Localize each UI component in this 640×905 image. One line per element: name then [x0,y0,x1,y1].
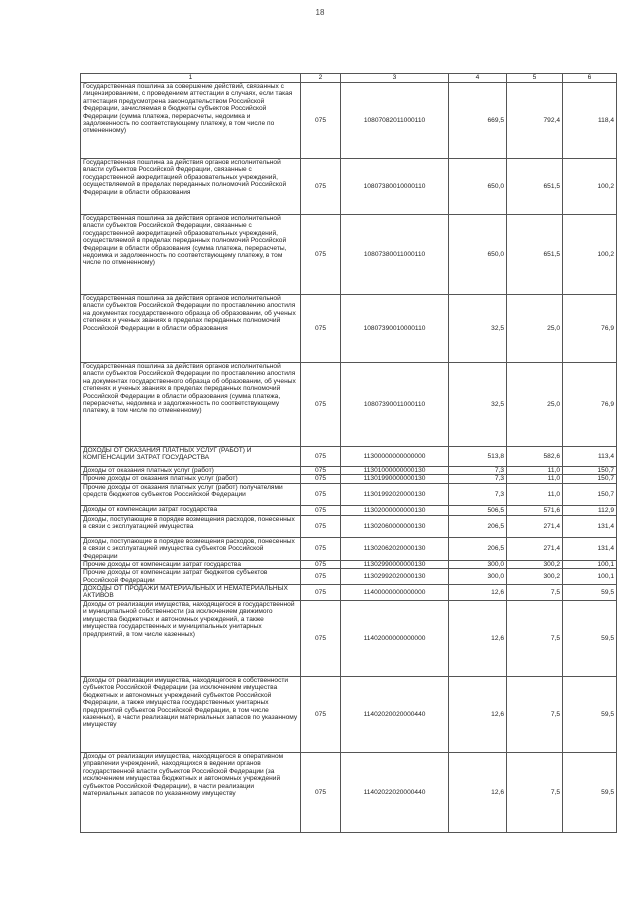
header-cell: 1 [81,74,301,83]
table-row [81,215,617,295]
plan-value-cell: 12,6 [449,677,507,753]
table-row [81,447,617,467]
fact-value-cell: 11,0 [507,483,563,505]
plan-value-cell: 12,6 [449,601,507,677]
table-row [81,159,617,215]
percent-cell: 76,9 [563,363,617,447]
budget-code-cell: 11402020020000440 [341,677,449,753]
budget-code-cell: 10807082011000110 [341,83,449,159]
plan-value-cell: 12,6 [449,585,507,601]
budget-code-cell: 11400000000000000 [341,585,449,601]
plan-value-cell: 206,5 [449,515,507,537]
table-row [81,569,617,585]
plan-value-cell: 506,5 [449,505,507,515]
plan-value-cell: 513,8 [449,447,507,467]
plan-value-cell: 300,0 [449,569,507,585]
table-row [81,585,617,601]
percent-cell: 131,4 [563,515,617,537]
row-name-cell: Доходы от компенсации затрат государства [81,505,301,515]
table-row [81,677,617,753]
row-name-cell: Прочие доходы от оказания платных услуг (работ) получателями средств бюджетов субъектов Российской Федерации [81,483,301,505]
admin-code-cell: 075 [301,363,341,447]
admin-code-cell: 075 [301,569,341,585]
budget-code-cell: 11301000000000130 [341,467,449,475]
table-row [81,560,617,568]
percent-cell: 59,5 [563,753,617,833]
fact-value-cell: 7,5 [507,585,563,601]
fact-value-cell: 11,0 [507,475,563,483]
percent-cell: 112,9 [563,505,617,515]
fact-value-cell: 571,6 [507,505,563,515]
plan-value-cell: 12,6 [449,753,507,833]
fact-value-cell: 300,2 [507,560,563,568]
row-name-cell: Государственная пошлина за действия органов исполнительной власти субъектов Российской Федерации, связанные с государственной аккредитацией образовательных учреждений, осуществляемой в пределах переданных полномочий Российской Федерации в области образования [81,159,301,215]
admin-code-cell: 075 [301,505,341,515]
row-name-cell: Прочие доходы от оказания платных услуг (работ) [81,475,301,483]
budget-code-cell: 11302990000000130 [341,560,449,568]
fact-value-cell: 7,5 [507,753,563,833]
revenue-table-body [81,74,617,833]
percent-cell: 118,4 [563,83,617,159]
row-name-cell: Доходы от реализации имущества, находящегося в собственности субъектов Российской Федерации (за исключением имущества бюджетных и автономных учреждений субъектов Российской Федерации, а также имущества государственных унитарных предприятий субъектов Российской Федерации, в том числе казенных), в части реализации материальных запасов по указанному имуществу [81,677,301,753]
percent-cell: 100,2 [563,159,617,215]
header-cell: 6 [563,74,617,83]
budget-code-cell: 11301992020000130 [341,483,449,505]
row-name-cell: Государственная пошлина за действия органов исполнительной власти субъектов Российской Федерации, связанные с государственной аккредитацией образовательных учреждений, осуществляемой в пределах переданных полномочий Российской Федерации в области образования (сумма платежа, перерасчеты, недоимка и задолженность по соответствующему платежу, в том числе по отмененному) [81,215,301,295]
percent-cell: 150,7 [563,483,617,505]
percent-cell: 113,4 [563,447,617,467]
plan-value-cell: 7,3 [449,475,507,483]
header-cell: 4 [449,74,507,83]
budget-code-cell: 10807380010000110 [341,159,449,215]
row-name-cell: Прочие доходы от компенсации затрат бюджетов субъектов Российской Федерации [81,569,301,585]
fact-value-cell: 25,0 [507,295,563,363]
budget-code-cell: 10807390010000110 [341,295,449,363]
header-cell: 3 [341,74,449,83]
table-row [81,601,617,677]
budget-code-cell: 10807380011000110 [341,215,449,295]
fact-value-cell: 271,4 [507,515,563,537]
plan-value-cell: 32,5 [449,295,507,363]
admin-code-cell: 075 [301,585,341,601]
percent-cell: 150,7 [563,467,617,475]
admin-code-cell: 075 [301,467,341,475]
plan-value-cell: 7,3 [449,467,507,475]
admin-code-cell: 075 [301,475,341,483]
budget-code-cell: 11402022020000440 [341,753,449,833]
table-header-row [81,74,617,83]
fact-value-cell: 11,0 [507,467,563,475]
fact-value-cell: 7,5 [507,601,563,677]
admin-code-cell: 075 [301,83,341,159]
plan-value-cell: 650,0 [449,215,507,295]
plan-value-cell: 650,0 [449,159,507,215]
revenue-table [80,73,617,833]
row-name-cell: Государственная пошлина за совершение действий, связанных с лицензированием, с проведением аттестации в случаях, если такая аттестация предусмотрена законодательством Российской Федерации, зачисляемая в бюджеты субъектов Российской Федерации (сумма платежа, перерасчеты, недоимка и задолженность по соответствующему платежу, в том числе по отмененному) [81,83,301,159]
fact-value-cell: 7,5 [507,677,563,753]
row-name-cell: ДОХОДЫ ОТ ОКАЗАНИЯ ПЛАТНЫХ УСЛУГ (РАБОТ) И КОМПЕНСАЦИИ ЗАТРАТ ГОСУДАРСТВА [81,447,301,467]
row-name-cell: Государственная пошлина за действия органов исполнительной власти субъектов Российской Федерации по проставлению апостиля на документах государственного образца об образовании, об ученых степенях и ученых званиях в пределах переданных полномочий Российской Федерации в области образования [81,295,301,363]
percent-cell: 100,1 [563,569,617,585]
row-name-cell: Прочие доходы от компенсации затрат государства [81,560,301,568]
plan-value-cell: 669,5 [449,83,507,159]
table-row [81,753,617,833]
row-name-cell: Доходы от оказания платных услуг (работ) [81,467,301,475]
budget-code-cell: 11402000000000000 [341,601,449,677]
page-number: 18 [315,8,325,17]
table-row [81,295,617,363]
admin-code-cell: 075 [301,215,341,295]
admin-code-cell: 075 [301,753,341,833]
fact-value-cell: 582,6 [507,447,563,467]
admin-code-cell: 075 [301,677,341,753]
admin-code-cell: 075 [301,537,341,560]
budget-code-cell: 11302000000000130 [341,505,449,515]
percent-cell: 100,2 [563,215,617,295]
table-row [81,363,617,447]
table-row [81,505,617,515]
fact-value-cell: 651,5 [507,215,563,295]
fact-value-cell: 651,5 [507,159,563,215]
admin-code-cell: 075 [301,483,341,505]
admin-code-cell: 075 [301,515,341,537]
table-row [81,83,617,159]
admin-code-cell: 075 [301,447,341,467]
plan-value-cell: 32,5 [449,363,507,447]
plan-value-cell: 300,0 [449,560,507,568]
percent-cell: 150,7 [563,475,617,483]
percent-cell: 76,9 [563,295,617,363]
percent-cell: 131,4 [563,537,617,560]
percent-cell: 59,5 [563,585,617,601]
fact-value-cell: 300,2 [507,569,563,585]
plan-value-cell: 7,3 [449,483,507,505]
admin-code-cell: 075 [301,295,341,363]
table-row [81,483,617,505]
table-row [81,515,617,537]
row-name-cell: Доходы, поступающие в порядке возмещения расходов, понесенных в связи с эксплуатацией имущества [81,515,301,537]
percent-cell: 59,5 [563,677,617,753]
admin-code-cell: 075 [301,159,341,215]
percent-cell: 100,1 [563,560,617,568]
row-name-cell: Доходы от реализации имущества, находящегося в оперативном управлении учреждений, находящихся в ведении органов государственной власти субъектов Российской Федерации (за исключением имущества бюджетных и автономных учреждений субъектов Российской Федерации), в части реализации материальных запасов по указанному имуществу [81,753,301,833]
fact-value-cell: 792,4 [507,83,563,159]
row-name-cell: Доходы от реализации имущества, находящегося в государственной и муниципальной собственности (за исключением движимого имущества бюджетных и автономных учреждений, а также имущества государственных и муниципальных унитарных предприятий, в том числе казенных) [81,601,301,677]
budget-code-cell: 11302060000000130 [341,515,449,537]
header-cell: 2 [301,74,341,83]
percent-cell: 59,5 [563,601,617,677]
plan-value-cell: 206,5 [449,537,507,560]
table-row [81,467,617,475]
budget-code-cell: 11302992020000130 [341,569,449,585]
budget-code-cell: 11302062020000130 [341,537,449,560]
admin-code-cell: 075 [301,601,341,677]
row-name-cell: ДОХОДЫ ОТ ПРОДАЖИ МАТЕРИАЛЬНЫХ И НЕМАТЕРИАЛЬНЫХ АКТИВОВ [81,585,301,601]
header-cell: 5 [507,74,563,83]
budget-code-cell: 11300000000000000 [341,447,449,467]
budget-code-cell: 11301990000000130 [341,475,449,483]
row-name-cell: Доходы, поступающие в порядке возмещения расходов, понесенных в связи с эксплуатацией имущества субъектов Российской Федерации [81,537,301,560]
fact-value-cell: 25,0 [507,363,563,447]
budget-code-cell: 10807390011000110 [341,363,449,447]
table-row [81,475,617,483]
table-row [81,537,617,560]
row-name-cell: Государственная пошлина за действия органов исполнительной власти субъектов Российской Федерации по проставлению апостиля на документах государственного образца об образовании, об ученых степенях и ученых званиях в пределах переданных полномочий Российской Федерации в области образования (сумма платежа, перерасчеты, недоимка и задолженность по соответствующему платежу, в том числе по отмененному) [81,363,301,447]
fact-value-cell: 271,4 [507,537,563,560]
admin-code-cell: 075 [301,560,341,568]
